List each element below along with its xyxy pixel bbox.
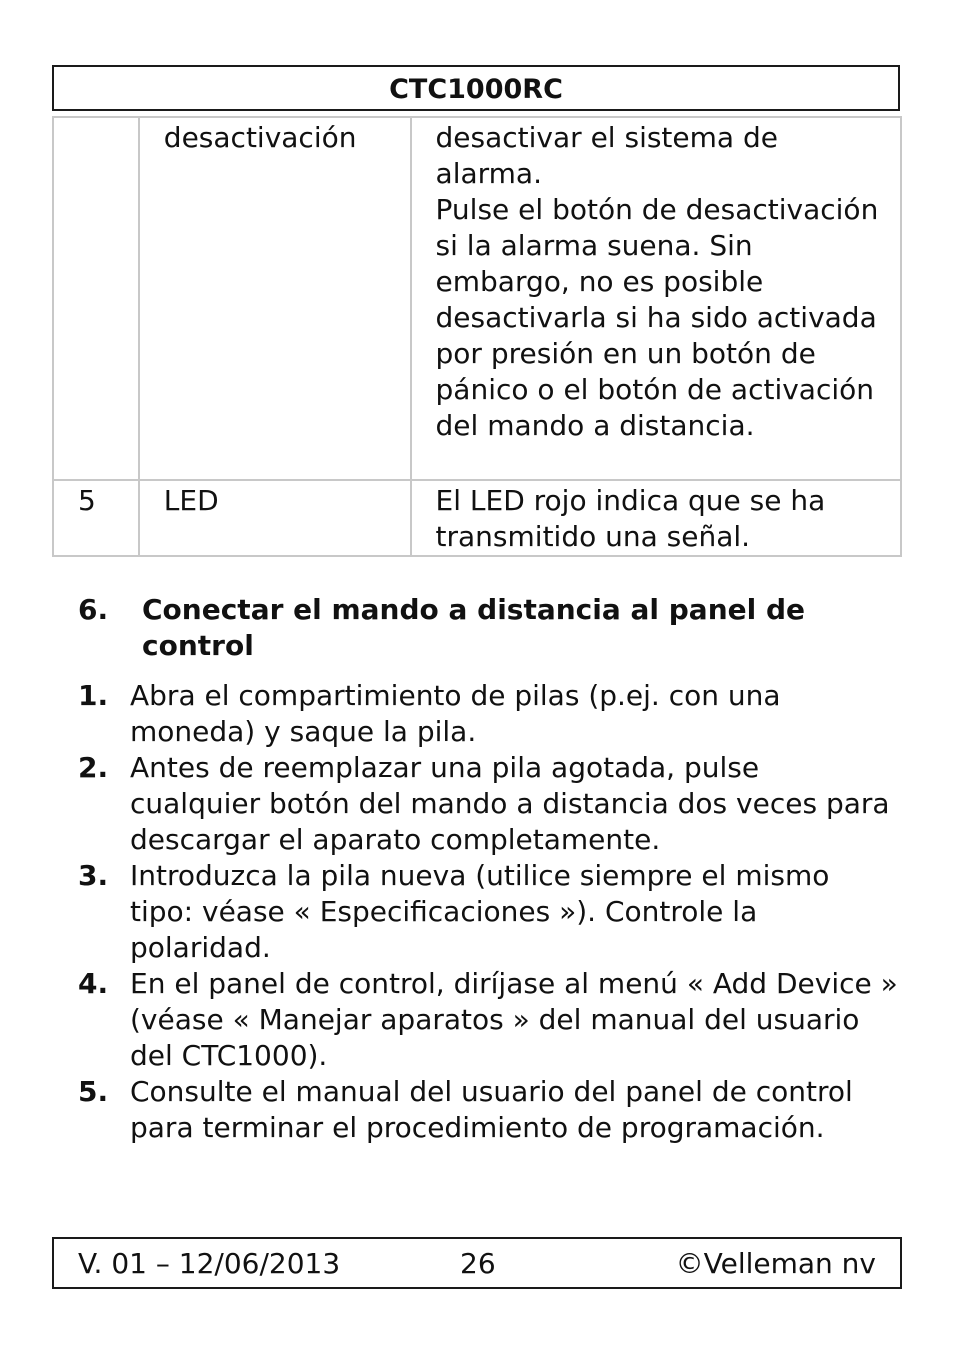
list-item xyxy=(78,678,898,750)
step-text: Abra el compartimiento de pilas (p.ej. con una moneda) y saque la pila. xyxy=(130,679,781,748)
step-number: 5. xyxy=(78,1075,109,1108)
list-item xyxy=(78,966,898,1074)
table-cell-name: LED xyxy=(139,480,411,556)
step-number: 3. xyxy=(78,859,109,892)
description-line: Pulse el botón de desactivación si la alarma suena. Sin embargo, no es posible desactivarla si ha sido activada por presión en un botón de pánico o el botón de activación del mando a distancia. xyxy=(435,193,879,442)
step-text: Consulte el manual del usuario del panel de control para terminar el procedimiento de programación. xyxy=(130,1075,853,1144)
step-number: 1. xyxy=(78,679,109,712)
table-cell-description: El LED rojo indica que se ha transmitido una señal. xyxy=(411,480,901,556)
step-number: 4. xyxy=(78,967,109,1000)
table-row xyxy=(53,480,901,556)
step-text: Antes de reemplazar una pila agotada, pulse cualquier botón del mando a distancia dos veces para descargar el aparato completamente. xyxy=(130,751,890,856)
list-item xyxy=(78,750,898,858)
list-item xyxy=(78,858,898,966)
step-text: Introduzca la pila nueva (utilice siempre el mismo tipo: véase « Especificaciones »). Controle la polaridad. xyxy=(130,859,830,964)
component-table xyxy=(52,116,902,557)
list-item xyxy=(78,1074,898,1146)
table-cell-number: 5 xyxy=(53,480,139,556)
document-footer xyxy=(52,1237,902,1289)
step-number: 2. xyxy=(78,751,109,784)
section-title: Conectar el mando a distancia al panel de control xyxy=(142,593,805,662)
footer-copyright: ©Velleman nv xyxy=(675,1247,876,1280)
section-number: 6. xyxy=(78,593,109,626)
product-title: CTC1000RC xyxy=(389,74,563,105)
table-row xyxy=(53,117,901,480)
footer-version: V. 01 – 12/06/2013 xyxy=(78,1247,341,1280)
description-line: desactivar el sistema de alarma. xyxy=(435,121,778,190)
document-header xyxy=(52,65,900,111)
table-cell-name: desactivación xyxy=(139,117,411,480)
steps-list xyxy=(78,678,898,1146)
footer-page-number: 26 xyxy=(460,1247,496,1280)
section-heading xyxy=(78,592,878,664)
table-cell-number xyxy=(53,117,139,480)
step-text: En el panel de control, diríjase al menú « Add Device » (véase « Manejar aparatos » del manual del usuario del CTC1000). xyxy=(130,967,898,1072)
table-cell-description xyxy=(411,117,901,480)
